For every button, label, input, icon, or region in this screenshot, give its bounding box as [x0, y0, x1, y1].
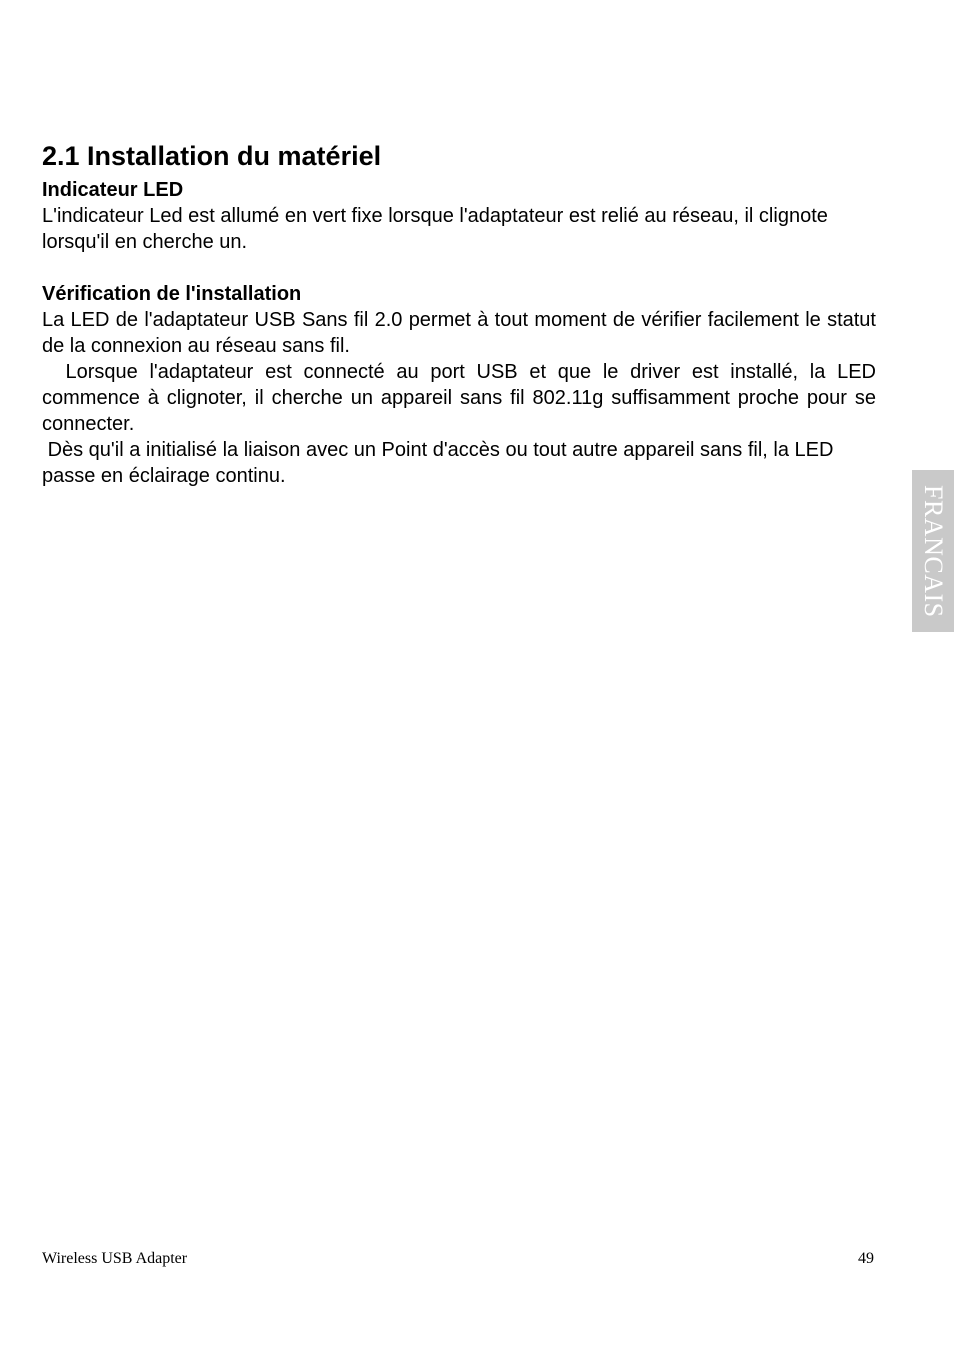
language-side-tab-label: FRANCAIS	[919, 484, 948, 618]
verification-paragraph-1: La LED de l'adaptateur USB Sans fil 2.0 permet à tout moment de vérifier facilement le statut de la connexion au réseau sans fil.	[42, 309, 882, 357]
language-side-tab	[912, 470, 954, 632]
footer-page-number: 49	[858, 1250, 874, 1267]
spacer	[42, 255, 876, 281]
verification-heading: Vérification de l'installation	[42, 283, 302, 305]
footer-product-name: Wireless USB Adapter	[42, 1250, 188, 1267]
led-indicator-text: L'indicateur Led est allumé en vert fixe lorsque l'adaptateur est relié au réseau, il clignote lorsqu'il en cherche un.	[42, 205, 834, 253]
page-content	[42, 139, 882, 489]
section-title: 2.1 Installation du matériel	[42, 141, 382, 171]
verification-paragraph-2: Lorsque l'adaptateur est connecté au port USB et que le driver est installé, la LED commence à clignoter, il cherche un appareil sans fil 802.11g suffisamment proche pour se connecter.	[42, 361, 882, 435]
led-indicator-heading: Indicateur LED	[42, 179, 184, 201]
verification-paragraph-3: Dès qu'il a initialisé la liaison avec un Point d'accès ou tout autre appareil sans fil, la LED passe en éclairage continu.	[42, 439, 839, 487]
